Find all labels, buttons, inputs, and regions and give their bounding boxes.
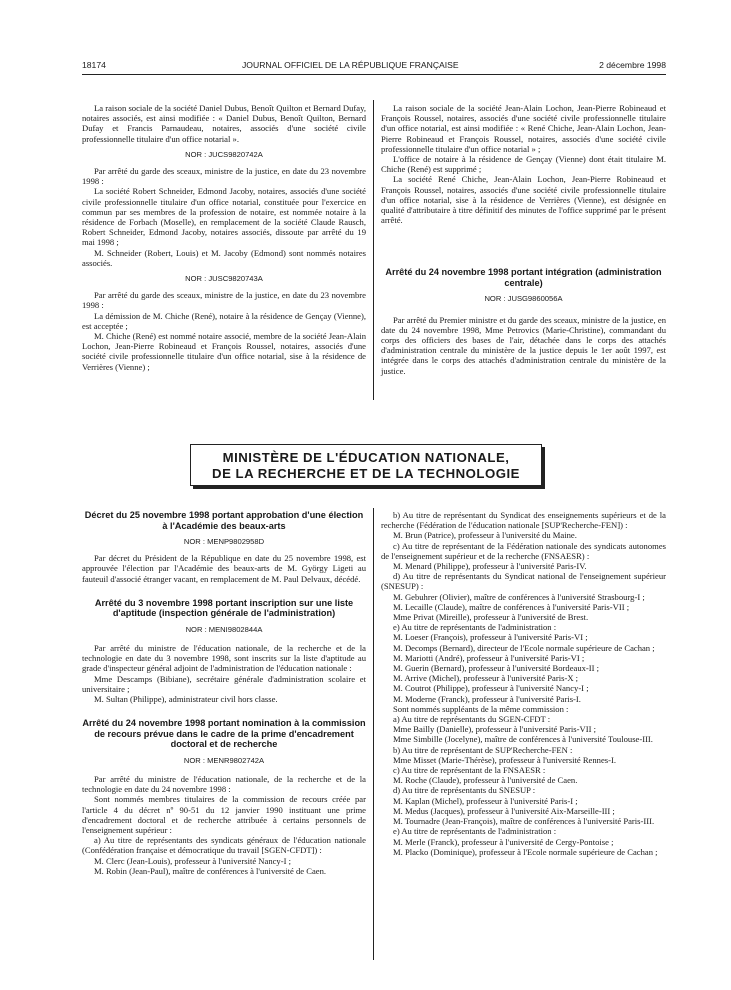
paragraph: e) Au titre de représentants de l'administration : xyxy=(393,622,557,633)
paragraph: Par arrêté du ministre de l'éducation nationale, de la recherche et de la technologie en date du 24 novembre 1998 : xyxy=(82,773,366,795)
ministry-banner xyxy=(190,444,542,486)
paragraph: M. Sultan (Philippe), administrateur civil hors classe. xyxy=(94,694,278,705)
paragraph: L'office de notaire à la résidence de Gençay (Vienne) dont était titulaire M. Chiche (René) est supprimé ; xyxy=(381,154,666,175)
nor-reference: NOR : MENP9802958D xyxy=(183,537,265,546)
paragraph: d) Au titre de représentants du Syndicat national de l'enseignement supérieur (SNESUP) : xyxy=(381,571,666,592)
paragraph: M. Mariotti (André), professeur à l'université Paris-VI ; xyxy=(393,652,585,663)
section-heading: Arrêté du 3 novembre 1998 portant inscription sur une liste d'aptitude (inspection générale de l'administration) xyxy=(94,597,354,619)
paragraph: Mme Descamps (Bibiane), secrétaire générale d'administration scolaire et universitaire ; xyxy=(82,673,366,694)
paragraph: M. Chiche (René) est nommé notaire associé, membre de la société Jean-Alain Lochon, Jean-Pierre Robineaud et François Roussel, notaires, associés d'une société civile professionnelle titulaire d'un office notarial, sise à la résidence de Verrières (Vienne) ; xyxy=(82,331,366,372)
paragraph: Sont nommés suppléants de la même commission : xyxy=(393,703,569,714)
journal-title: JOURNAL OFFICIEL DE LA RÉPUBLIQUE FRANÇAISE xyxy=(242,60,459,70)
paragraph: M. Decomps (Bernard), directeur de l'Ecole normale supérieure de Cachan ; xyxy=(393,642,655,653)
paragraph: Mme Simbille (Jocelyne), maître de conférences à l'université Toulouse-III. xyxy=(393,734,653,745)
paragraph: M. Merle (Franck), professeur à l'université de Cergy-Pontoise ; xyxy=(393,836,614,847)
nor-reference: NOR : JUSC9820743A xyxy=(185,274,263,284)
paragraph: Par arrêté du ministre de l'éducation nationale, de la recherche et de la technologie en date du 3 novembre 1998, sont inscrits sur la liste d'aptitude au grade d'inspecteur général adjoint de l'administration de l'éducation nationale : xyxy=(82,643,366,674)
paragraph: La société Robert Schneider, Edmond Jacoby, notaires, associés d'une société civile professionnelle titulaire d'un office notarial, constituée pour l'exercice en commun par ses membres de la profession de notaire, est nommée notaire à la résidence de Forbach (Moselle), en remplacement de la société Claude Rausch, Robert Schneider, Edmond Jacoby, notaires associés, dissoute par arrêté du 19 mai 1998 ; xyxy=(82,186,366,248)
header-rule xyxy=(82,74,666,75)
paragraph: b) Au titre de représentant du Syndicat des enseignements supérieurs et de la recherche (Fédération de l'éducation nationale [SUP'Recherche-FEN]) : xyxy=(381,510,666,531)
top-right-column xyxy=(381,103,666,376)
paragraph: M. Loeser (François), professeur à l'université Paris-VI ; xyxy=(393,632,588,643)
paragraph: Mme Misset (Marie-Thérèse), professeur à l'université Rennes-I. xyxy=(393,754,617,765)
ministry-line-2: DE LA RECHERCHE ET DE LA TECHNOLOGIE xyxy=(212,466,520,481)
section-heading: Arrêté du 24 novembre 1998 portant nomination à la commission de recours prévue dans le cadre de la prime d'encadrement doctoral et de recherche xyxy=(82,718,366,750)
paragraph: M. Clerc (Jean-Louis), professeur à l'université Nancy-I ; xyxy=(94,855,291,866)
paragraph: Sont nommés membres titulaires de la commission de recours créée par l'article 4 du décret nº 90-51 du 12 janvier 1990 instituant une prime d'encadrement doctoral et de recherche attribuée à certains personnels de l'enseignement supérieur : xyxy=(82,794,366,835)
page-number: 18174 xyxy=(82,60,106,70)
column-separator xyxy=(373,508,374,960)
paragraph: M. Coutrot (Philippe), professeur à l'université Nancy-I ; xyxy=(393,683,589,694)
running-header xyxy=(82,60,666,72)
paragraph: Mme Bailly (Danielle), professeur à l'université Paris-VII ; xyxy=(393,724,596,735)
paragraph: M. Schneider (Robert, Louis) et M. Jacoby (Edmond) sont nommés notaires associés. xyxy=(82,247,366,268)
nor-reference: NOR : MENR9802742A xyxy=(183,755,265,765)
paragraph: e) Au titre de représentants de l'administration : xyxy=(393,826,557,837)
paragraph: M. Tournadre (Jean-François), maître de conférences à l'université Paris-III. xyxy=(393,816,655,827)
paragraph: M. Lecaille (Claude), maître de conférences à l'université Paris-VII ; xyxy=(393,601,630,612)
paragraph: M. Brun (Patrice), professeur à l'université du Maine. xyxy=(393,530,577,541)
nor-reference: NOR : JUCS9820742A xyxy=(185,149,263,159)
paragraph: La démission de M. Chiche (René), notaire à la résidence de Gençay (Vienne), est acceptée ; xyxy=(82,310,366,331)
paragraph: M. Kaplan (Michel), professeur à l'université Paris-I ; xyxy=(393,795,578,806)
bottom-right-column xyxy=(381,510,666,857)
paragraph: Par arrêté du garde des sceaux, ministre de la justice, en date du 23 novembre 1998 : xyxy=(82,166,366,187)
paragraph: M. Gebuhrer (Olivier), maître de conférences à l'université Strasbourg-I ; xyxy=(393,591,645,602)
paragraph: Par arrêté du Premier ministre et du garde des sceaux, ministre de la justice, en date du 24 novembre 1998, Mme Petrovics (Marie-Christine), commandant du corps des officiers des bases de l'air, détachée dans le corps des attachés d'administration centrale du ministère de la justice depuis le 1er août 1997, est intégrée dans le corps des attachés d'administration centrale du ministère de la justice. xyxy=(381,314,666,376)
paragraph: c) Au titre de représentant de la FNSAESR : xyxy=(393,765,546,776)
nor-reference: NOR : JUSG9860056A xyxy=(484,294,563,304)
paragraph: M. Menard (Philippe), professeur à l'université Paris-IV. xyxy=(393,561,587,572)
section-heading: Arrêté du 24 novembre 1998 portant intégration (administration centrale) xyxy=(385,267,662,288)
paragraph: Mme Privat (Mireille), professeur à l'université de Brest. xyxy=(393,612,589,623)
paragraph: d) Au titre de représentants du SNESUP : xyxy=(393,785,536,796)
paragraph: c) Au titre de représentant de la Fédération nationale des syndicats autonomes de l'enseignement supérieur et de la recherche (FNSAESR) : xyxy=(381,540,666,561)
paragraph: La société René Chiche, Jean-Alain Lochon, Jean-Pierre Robineaud et François Roussel, notaires, associés d'une société civile professionnelle titulaire d'un office notarial, sise à la résidence de Verrières (Vienne), est désignée en qualité d'attributaire à titre définitif des minutes de l'office supprimé par le présent arrêté. xyxy=(381,174,666,226)
paragraph: b) Au titre de représentant de SUP'Recherche-FEN : xyxy=(393,744,573,755)
nor-reference: NOR : MENI9802844A xyxy=(185,624,263,634)
bottom-left-column xyxy=(82,510,366,876)
issue-date: 2 décembre 1998 xyxy=(599,60,666,70)
paragraph: a) Au titre de représentants des syndicats généraux de l'éducation nationale (Confédération française et démocratique du travail [SGEN-CFDT]) : xyxy=(82,835,366,856)
paragraph: La raison sociale de la société Daniel Dubus, Benoît Quilton et Bernard Dufay, notaires associés, est ainsi modifiée : « Daniel Dubus, Benoît Quilton, Bernard Dufay et Francis Parnaudeau, notaires, associés d'une société civile professionnelle titulaire d'un office notarial ». xyxy=(82,103,366,144)
paragraph: M. Placko (Dominique), professeur à l'Ecole normale supérieure de Cachan ; xyxy=(393,846,658,857)
paragraph: Par arrêté du garde des sceaux, ministre de la justice, en date du 23 novembre 1998 : xyxy=(82,290,366,311)
paragraph: La raison sociale de la société Jean-Alain Lochon, Jean-Pierre Robineaud et François Roussel, notaires, associés d'une société civile professionnelle titulaire d'un office notarial, est ainsi modifiée : « René Chiche, Jean-Alain Lochon, Jean-Pierre Robineaud et François Roussel, notaires, associés d'une société civile professionnelle titulaire d'un office notarial » ; xyxy=(381,103,666,154)
paragraph: M. Medus (Jacques), professeur à l'université Aix-Marseille-III ; xyxy=(393,805,615,816)
column-separator xyxy=(373,100,374,400)
paragraph: M. Robin (Jean-Paul), maître de conférences à l'université de Caen. xyxy=(94,865,327,876)
ministry-line-1: MINISTÈRE DE L'ÉDUCATION NATIONALE, xyxy=(222,450,510,465)
paragraph: M. Roche (Claude), professeur à l'université de Caen. xyxy=(393,775,578,786)
paragraph: Par décret du Président de la République en date du 25 novembre 1998, est approuvée l'élection par l'Académie des beaux-arts de M. György Ligeti au fauteuil d'associé étranger vacant, en remplacement de M. Paul Delvaux, décédé. xyxy=(82,553,366,584)
paragraph: M. Moderne (Franck), professeur à l'université Paris-I. xyxy=(393,693,581,704)
top-left-column xyxy=(82,103,366,372)
paragraph: M. Guerin (Bernard), professeur à l'université Bordeaux-II ; xyxy=(393,663,600,674)
paragraph: a) Au titre de représentants du SGEN-CFDT : xyxy=(393,714,551,725)
section-heading: Décret du 25 novembre 1998 portant approbation d'une élection à l'Académie des beaux-arts xyxy=(84,510,364,531)
paragraph: M. Arrive (Michel), professeur à l'université Paris-X ; xyxy=(393,673,579,684)
